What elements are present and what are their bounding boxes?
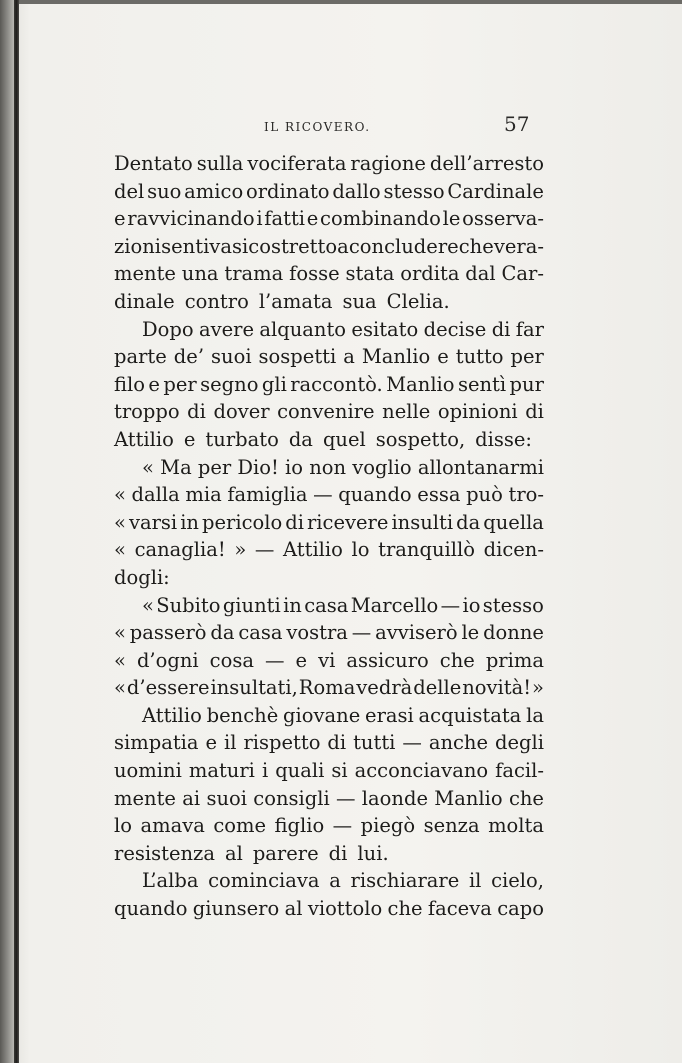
text-word: tro- <box>508 483 544 507</box>
running-head: IL RICOVERO. <box>264 120 371 134</box>
text-word: consigli <box>253 786 330 810</box>
text-word: dinale <box>114 289 175 313</box>
text-word: a <box>337 234 349 258</box>
text-word: sulla <box>196 152 244 175</box>
text-word: — <box>254 538 275 562</box>
text-word: « <box>114 510 126 534</box>
text-word: dalla <box>131 483 180 507</box>
text-word: Cardinale <box>447 179 544 203</box>
text-word: mia <box>185 483 222 507</box>
text-word: di <box>327 731 347 755</box>
text-word: resistenza <box>114 841 215 865</box>
text-word: prima <box>485 648 544 672</box>
text-word: varsi <box>128 510 178 534</box>
text-word: ricevere <box>306 510 389 534</box>
text-word: del <box>114 179 145 203</box>
text-word: senza <box>423 814 480 838</box>
text-word: che <box>387 897 423 921</box>
text-word: convenire <box>277 400 375 424</box>
text-word: costretto <box>248 234 338 258</box>
text-word: non <box>309 455 347 479</box>
text-word: laonde <box>361 786 428 810</box>
text-word: e <box>205 731 218 755</box>
text-word: parte <box>114 345 167 369</box>
text-word: dover <box>213 400 270 424</box>
text-word: e <box>437 345 449 369</box>
text-word: alquanto <box>259 317 347 341</box>
text-word: — <box>313 483 333 507</box>
text-line <box>114 150 544 178</box>
text-word: l’amata <box>258 289 333 313</box>
text-word: « <box>142 455 154 479</box>
text-word: quel <box>322 427 366 451</box>
text-word: figlio <box>274 814 325 838</box>
text-word: lo <box>351 538 370 562</box>
text-word: io <box>462 593 481 617</box>
text-word: Dopo <box>142 317 194 341</box>
text-line <box>114 812 544 840</box>
text-line <box>114 398 544 426</box>
text-word: capo <box>497 897 544 921</box>
text-word: erasi <box>365 703 414 727</box>
text-word: vostra <box>286 621 348 645</box>
text-word: decise <box>423 317 487 341</box>
text-word: disse: <box>475 427 532 451</box>
text-word: ordita <box>400 262 460 286</box>
text-word: avere <box>198 317 255 341</box>
text-word: anche <box>428 731 489 755</box>
text-word: « <box>114 676 126 700</box>
text-line <box>114 509 544 537</box>
text-word: stata <box>345 262 395 286</box>
text-word: io <box>285 455 304 479</box>
text-word: « <box>142 593 154 617</box>
text-word: come <box>213 814 267 838</box>
text-word: — <box>402 731 422 755</box>
text-word: osserva- <box>462 207 544 231</box>
text-word: Car- <box>501 262 544 286</box>
text-word: insulti <box>391 510 454 534</box>
text-line <box>114 260 544 288</box>
text-word: i <box>261 759 269 783</box>
text-line <box>114 785 544 813</box>
text-word: sospetto, <box>375 427 466 451</box>
text-line <box>114 757 544 785</box>
text-word: sentì <box>457 372 507 396</box>
text-line <box>114 205 544 233</box>
text-word: dicen- <box>483 538 544 562</box>
text-word: Dentato <box>114 152 193 175</box>
text-word: Marcello <box>350 593 439 617</box>
text-word: esitato <box>351 317 419 341</box>
text-word: facil- <box>495 759 544 783</box>
text-word: il <box>468 869 482 893</box>
text-word: piegò <box>360 814 416 838</box>
text-word: — <box>264 648 285 672</box>
text-word: nelle <box>382 400 431 424</box>
text-word: da <box>210 621 235 645</box>
text-word: avviserò <box>375 621 458 645</box>
text-word: acconciavano <box>354 759 489 783</box>
text-line <box>114 674 544 702</box>
text-word: lo <box>114 814 132 838</box>
text-word: lui. <box>357 841 389 865</box>
text-word: — <box>332 814 353 838</box>
text-word: per <box>163 372 197 396</box>
text-word: giunsero <box>192 897 280 921</box>
text-word: di <box>187 400 206 424</box>
text-word: giovane <box>283 703 361 727</box>
text-word: delle <box>413 676 462 700</box>
text-word: per <box>197 455 232 479</box>
text-line <box>114 619 544 647</box>
text-word: Clelia. <box>386 289 450 313</box>
text-word: maturi <box>188 759 255 783</box>
text-word: casa <box>304 593 349 617</box>
text-word: — <box>440 593 461 617</box>
text-line <box>114 316 544 344</box>
text-word: quando <box>338 483 412 507</box>
text-word: » <box>532 676 544 700</box>
text-word: d’ogni <box>136 648 199 672</box>
text-line <box>114 426 544 454</box>
body-text <box>114 150 544 923</box>
text-word: d’essere <box>126 676 210 700</box>
text-line <box>114 840 544 868</box>
text-word: di <box>285 510 304 534</box>
text-word: di <box>525 400 544 424</box>
text-word: amava <box>140 814 205 838</box>
text-word: donne <box>483 621 544 645</box>
text-word: Dio! <box>237 455 279 479</box>
text-word: cominciava <box>208 869 320 893</box>
text-line <box>114 178 544 206</box>
text-word: vociferata <box>247 152 347 175</box>
text-word: Manlio <box>386 372 455 396</box>
text-word: i <box>256 207 263 231</box>
text-word: benchè <box>206 703 279 727</box>
text-word: — <box>351 621 372 645</box>
text-word: viottolo <box>307 897 383 921</box>
text-word: dell’arresto <box>429 152 544 175</box>
text-word: e <box>148 372 160 396</box>
text-line <box>114 564 544 592</box>
text-word: da <box>288 427 313 451</box>
text-line <box>114 288 544 316</box>
text-word: mente <box>114 262 176 286</box>
text-word: che <box>458 234 494 258</box>
text-word: Attilio <box>114 427 174 451</box>
text-word: si <box>331 759 348 783</box>
text-word: turbato <box>205 427 279 451</box>
text-word: segno <box>200 372 259 396</box>
text-word: tutti <box>353 731 396 755</box>
page-top-edge <box>0 0 682 4</box>
text-word: che <box>508 786 544 810</box>
text-word: stesso <box>482 593 544 617</box>
text-word: Attilio <box>283 538 343 562</box>
text-word: per <box>510 345 544 369</box>
text-line <box>114 371 544 399</box>
text-word: far <box>515 317 544 341</box>
text-word: ordinato <box>245 179 330 203</box>
text-word: passerò <box>129 621 207 645</box>
text-word: parere <box>252 841 319 865</box>
text-word: ai <box>182 786 201 810</box>
text-line <box>114 343 544 371</box>
text-word: in <box>180 510 199 534</box>
text-word: troppo <box>114 400 180 424</box>
text-line <box>114 233 544 261</box>
text-word: allontanarmi <box>417 455 544 479</box>
text-word: di <box>491 317 511 341</box>
text-word: cosa <box>209 648 254 672</box>
text-word: degli <box>494 731 544 755</box>
text-word: da <box>456 510 481 534</box>
text-word: zioni <box>114 234 162 258</box>
text-word: contro <box>184 289 249 313</box>
text-word: mente <box>114 786 176 810</box>
text-word: faceva <box>427 897 492 921</box>
text-word: trama <box>224 262 284 286</box>
text-word: a <box>343 345 355 369</box>
text-word: ravvicinando <box>127 207 255 231</box>
text-word: suoi <box>206 786 247 810</box>
text-word: sua <box>342 289 377 313</box>
text-word: stesso <box>383 179 445 203</box>
text-line <box>114 647 544 675</box>
text-word: dallo <box>332 179 381 203</box>
text-word: Ma <box>160 455 192 479</box>
text-word: al <box>224 841 243 865</box>
text-word: L’alba <box>142 869 199 893</box>
text-word: sospetti <box>258 345 337 369</box>
text-word: gli <box>261 372 287 396</box>
text-word: giunti <box>222 593 281 617</box>
text-word: canaglia! <box>134 538 226 562</box>
text-word: in <box>283 593 302 617</box>
text-word: molta <box>488 814 544 838</box>
text-word: essa <box>417 483 461 507</box>
text-word: voglio <box>352 455 412 479</box>
text-word: le <box>461 621 480 645</box>
text-word: casa <box>238 621 283 645</box>
text-word: Roma <box>298 676 356 700</box>
text-word: famiglia <box>227 483 308 507</box>
text-word: al <box>284 897 303 921</box>
text-word: e <box>306 207 319 231</box>
text-line <box>114 592 544 620</box>
text-line <box>114 729 544 757</box>
text-word: suoi <box>211 345 252 369</box>
binding-gutter <box>14 0 19 1063</box>
text-word: e <box>295 648 308 672</box>
text-word: Subito <box>156 593 221 617</box>
text-word: tranquillò <box>378 538 475 562</box>
text-word: sentivasi <box>161 234 249 258</box>
text-word: combinando <box>320 207 441 231</box>
text-word: raccontò. <box>290 372 383 396</box>
text-word: Manlio <box>434 786 503 810</box>
text-word: quando <box>114 897 188 921</box>
text-word: Attilio <box>142 703 202 727</box>
text-word: de’ <box>173 345 205 369</box>
text-word: amico <box>184 179 244 203</box>
text-word: opinioni <box>437 400 518 424</box>
text-word: pericolo <box>202 510 283 534</box>
text-line <box>114 481 544 509</box>
text-word: la <box>526 703 544 727</box>
text-word: assicuro <box>346 648 429 672</box>
text-word: « <box>114 538 126 562</box>
text-word: le <box>442 207 461 231</box>
text-word: dogli: <box>114 565 170 589</box>
text-word: quali <box>275 759 325 783</box>
text-word: il <box>224 731 237 755</box>
text-word: fatti <box>264 207 306 231</box>
text-word: insultati, <box>210 676 298 700</box>
text-word: tutto <box>455 345 504 369</box>
text-word: concludere <box>348 234 459 258</box>
text-word: che <box>439 648 475 672</box>
text-word: di <box>328 841 348 865</box>
text-word: suo <box>147 179 182 203</box>
text-word: vedrà <box>356 676 413 700</box>
text-word: rispetto <box>243 731 321 755</box>
text-word: simpatia <box>114 731 199 755</box>
text-word: vera- <box>493 234 544 258</box>
text-line <box>114 454 544 482</box>
text-word: una <box>181 262 219 286</box>
text-word: dal <box>465 262 496 286</box>
text-word: novità! <box>462 676 532 700</box>
text-line <box>114 702 544 730</box>
text-word: Manlio <box>361 345 431 369</box>
text-word: filo <box>114 372 145 396</box>
text-word: può <box>466 483 503 507</box>
text-line <box>114 536 544 564</box>
text-word: vi <box>318 648 336 672</box>
text-word: e <box>183 427 196 451</box>
text-word: rischiarare <box>350 869 460 893</box>
text-word: « <box>114 483 126 507</box>
text-word: uomini <box>114 759 182 783</box>
text-word: « <box>114 648 126 672</box>
text-line <box>114 867 544 895</box>
page-number: 57 <box>504 112 530 136</box>
text-word: « <box>114 621 126 645</box>
text-word: ragione <box>350 152 426 175</box>
text-word: a <box>329 869 341 893</box>
text-word: quella <box>483 510 544 534</box>
binding-shadow <box>0 0 14 1063</box>
text-line <box>114 895 544 923</box>
text-word: fosse <box>289 262 340 286</box>
text-word: e <box>114 207 126 231</box>
text-word: acquistata <box>418 703 522 727</box>
text-word: » <box>234 538 247 562</box>
text-word: — <box>336 786 356 810</box>
text-word: pur <box>509 372 544 396</box>
text-word: cielo, <box>491 869 544 893</box>
